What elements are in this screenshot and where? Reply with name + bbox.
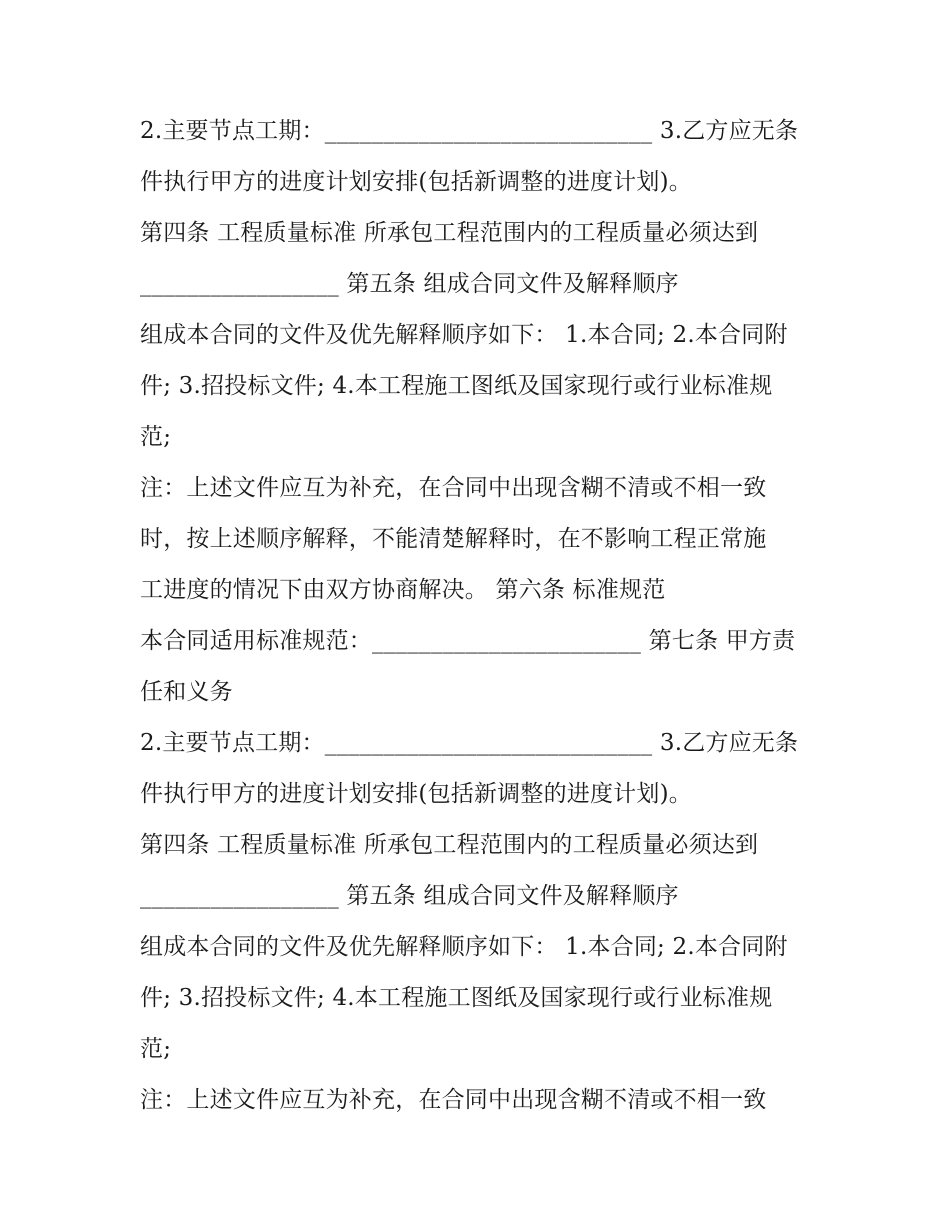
text-line: 组成本合同的文件及优先解释顺序如下： 1.本合同; 2.本合同附 [140, 322, 788, 348]
text-line: 组成本合同的文件及优先解释顺序如下： 1.本合同; 2.本合同附 [140, 934, 788, 960]
text-line: 件; 3.招投标文件; 4.本工程施工图纸及国家现行或行业标准规 [140, 373, 773, 399]
text-line: 时，按上述顺序解释，不能清楚解释时，在不影响工程正常施 [140, 526, 767, 552]
contract-text [140, 106, 820, 1126]
text-line: 任和义务 [140, 679, 233, 705]
text-line: 注：上述文件应互为补充，在合同中出现含糊不清或不相一致 [140, 1087, 767, 1113]
text-line: 第四条 工程质量标准 所承包工程范围内的工程质量必须达到 [140, 832, 759, 858]
text-line: 本合同适用标准规范：_______________________ 第七条 甲方责 [140, 628, 796, 654]
text-line: 2.主要节点工期：____________________________ 3.乙方应无条 [140, 730, 799, 756]
text-line: 第四条 工程质量标准 所承包工程范围内的工程质量必须达到 [140, 220, 759, 246]
text-line: _________________ 第五条 组成合同文件及解释顺序 [140, 883, 679, 909]
text-line: 件执行甲方的进度计划安排(包括新调整的进度计划)。 [140, 169, 692, 195]
text-line: 工进度的情况下由双方协商解决。 第六条 标准规范 [140, 577, 666, 603]
text-line: 件; 3.招投标文件; 4.本工程施工图纸及国家现行或行业标准规 [140, 985, 773, 1011]
text-line: 范; [140, 424, 172, 450]
text-line: 2.主要节点工期：____________________________ 3.乙方应无条 [140, 118, 799, 144]
text-line: 范; [140, 1036, 172, 1062]
text-line: 件执行甲方的进度计划安排(包括新调整的进度计划)。 [140, 781, 692, 807]
text-line: _________________ 第五条 组成合同文件及解释顺序 [140, 271, 679, 297]
text-line: 注：上述文件应互为补充，在合同中出现含糊不清或不相一致 [140, 475, 767, 501]
